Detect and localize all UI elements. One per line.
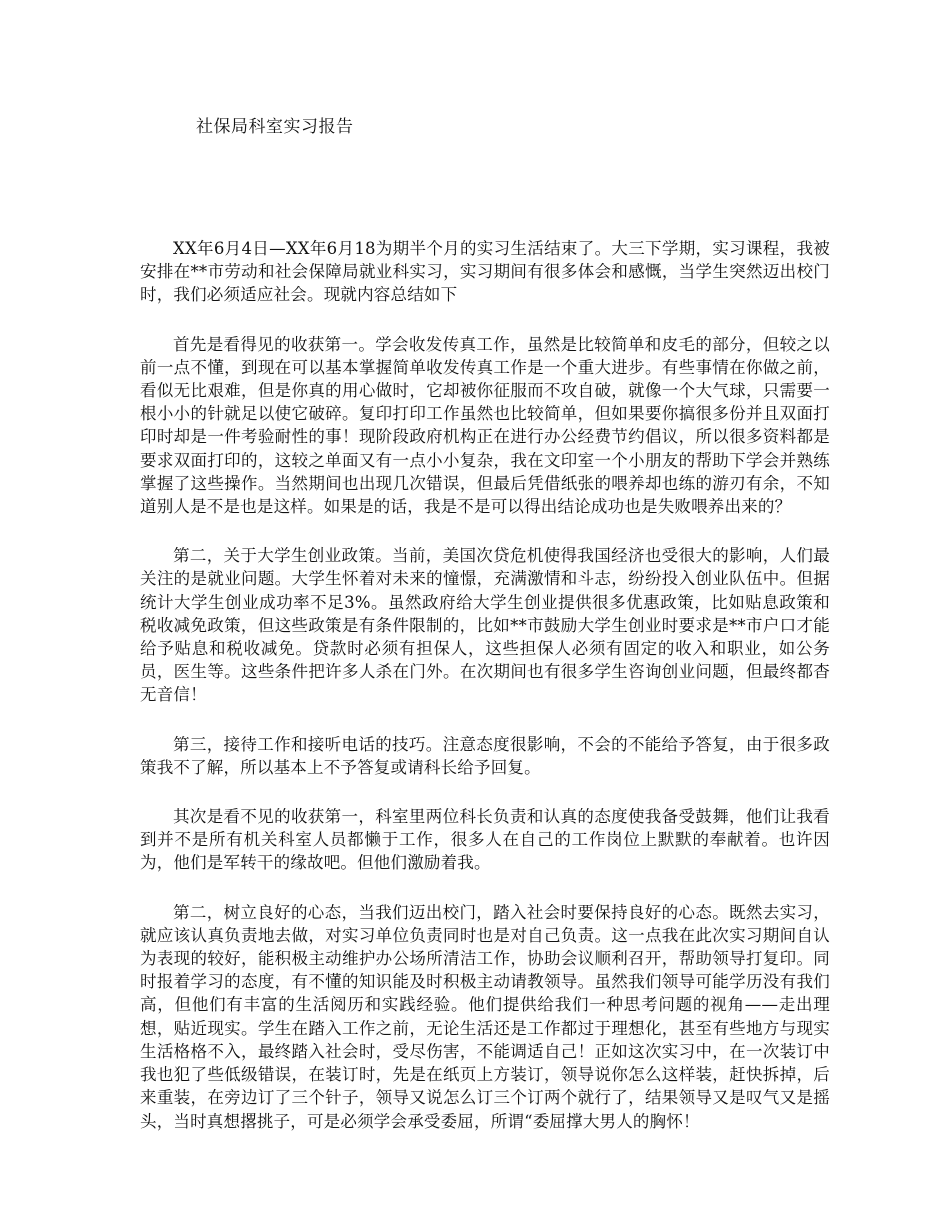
document-body — [140, 237, 830, 1159]
paragraph-entrepreneurship-policy: 第二，关于大学生创业政策。当前，美国次贷危机使得我国经济也受很大的影响，人们最关注的是就业问题。大学生怀着对未来的憧憬，充满激情和斗志，纷纷投入创业队伍中。但据统计大学生创业成功率不足3%。虽然政府给大学生创业提供很多优惠政策，比如贴息政策和税收减免政策，但这些政策是有条件限制的，比如**市鼓励大学生创业时要求是**市户口才能给予贴息和税收减免。贷款时必须有担保人，这些担保人必须有固定的收入和职业，如公务员，医生等。这些条件把许多人杀在门外。在次期间也有很多学生咨询创业问题，但最终都杳无音信！ — [140, 546, 830, 705]
paragraph-good-mindset: 第二，树立良好的心态，当我们迈出校门，踏入社会时要保持良好的心态。既然去实习，就应该认真负责地去做，对实习单位负责同时也是对自己负责。这一点我在此次实习期间自认为表现的较好，能积极主动维护办公场所清洁工作，协助会议顺利召开，帮助领导打复印。同时报着学习的态度，有不懂的知识能及时积极主动请教领导。虽然我们领导可能学历没有我们高，但他们有丰富的生活阅历和实践经验。他们提供给我们一种思考问题的视角——走出理想，贴近现实。学生在踏入工作之前，无论生活还是工作都过于理想化，甚至有些地方与现实生活格格不入，最终踏入社会时，受尽伤害，不能调适自己！正如这次实习中，在一次装订中我也犯了些低级错误，在装订时，先是在纸页上方装订，领导说你怎么这样装，赶快拆掉，后来重装，在旁边订了三个针子，领导又说怎么订三个订两个就行了，结果领导又是叹气又是摇头，当时真想撂挑子，可是必须学会承受委屈，所谓“委屈撑大男人的胸怀！ — [140, 902, 830, 1131]
paragraph-reception-skills: 第三，接待工作和接听电话的技巧。注意态度很影响，不会的不能给予答复，由于很多政策我不了解，所以基本上不予答复或请科长给予回复。 — [140, 734, 830, 777]
document-title: 社保局科室实习报告 — [196, 117, 354, 137]
paragraph-visible-gains-first: 首先是看得见的收获第一。学会收发传真工作，虽然是比较简单和皮毛的部分，但较之以前一点不懂，到现在可以基本掌握简单收发传真工作是一个重大进步。有些事情在你做之前，看似无比艰难，但是你真的用心做时，它却被你征服而不攻自破，就像一个大气球，只需要一根小小的针就足以使它破碎。复印打印工作虽然也比较简单，但如果要你搞很多份并且双面打印时却是一件考验耐性的事！现阶段政府机构正在进行办公经费节约倡议，所以很多资料都是要求双面打印的，这较之单面又有一点小小复杂，我在文印室一个小朋友的帮助下学会并熟练掌握了这些操作。当然期间也出现几次错误，但最后凭借纸张的喂养却也练的游刃有余，不知道别人是不是也是这样。如果是的话，我是不是可以得出结论成功也是失败喂养出来的？ — [140, 334, 830, 517]
paragraph-invisible-gains-first: 其次是看不见的收获第一，科室里两位科长负责和认真的态度使我备受鼓舞，他们让我看到并不是所有机关科室人员都懒于工作，很多人在自己的工作岗位上默默的奉献着。也许因为，他们是军转干的缘故吧。但他们激励着我。 — [140, 807, 830, 873]
paragraph-intro: XX年6月4日—XX年6月18为期半个月的实习生活结束了。大三下学期，实习课程，我被安排在**市劳动和社会保障局就业科实习，实习期间有很多体会和感慨，当学生突然迈出校门时，我们必须适应社会。现就内容总结如下 — [140, 239, 830, 305]
